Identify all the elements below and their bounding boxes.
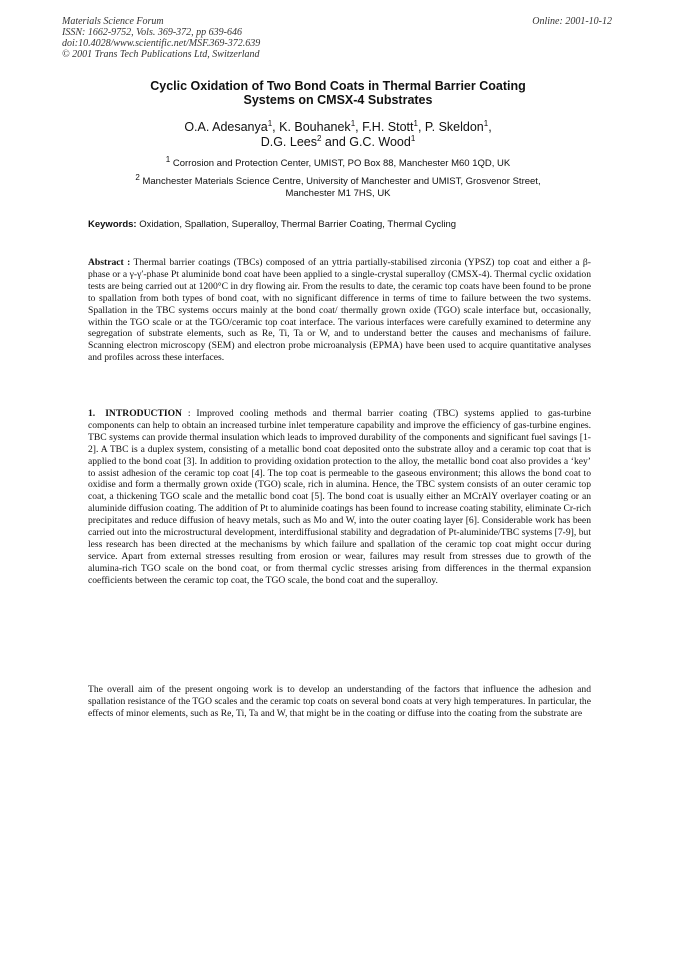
journal-name: Materials Science Forum [62,16,164,27]
copyright-line: © 2001 Trans Tech Publications Ltd, Switzerland [62,49,260,60]
author-line-1 [88,120,588,135]
abstract-text: Thermal barrier coatings (TBCs) composed of an yttria partially-stabilised zirconia (YPSZ) top coat and either a β-phase or a γ-γ′-phase Pt aluminide bond coat have been applied to a single-crystal superalloy (CMSX-4). Thermal cyclic oxidation tests are being carried out at 1200°C in dry flowing air. From the results to date, the ceramic top coats have been found to be prone to spallation from both types of bond coat, with no significant difference in terms of time to failure between the two systems. Spallation in the TBC systems occurs mainly at the bond coat/ thermally grown oxide (TGO) scale interface but, occasionally, within the TGO scale or at the TGO/ceramic top coat interface. The various interfaces were carefully examined to determine any segregation of substrate elements, such as Re, Ti, Ta or W, and to understand better the causes and mechanisms of failure. Scanning electron microscopy (SEM) and electron probe microanalysis (EPMA) have been used to acquire quantitative analyses and profiles across these interfaces. [88,257,591,364]
author-sup: 1 [350,118,356,128]
affiliation-1 [88,154,588,170]
author-line-2 [88,135,588,150]
author-skeldon: , P. Skeldon [417,120,484,134]
abstract [88,257,591,364]
affiliation-sup: 1 [165,154,171,164]
section-number: 1. [88,408,96,419]
issn-line: ISSN: 1662-9752, Vols. 369-372, pp 639-646 [62,27,242,38]
affiliation-2 [88,172,588,200]
author-bouhanek: , K. Bouhanek [272,120,351,134]
author-list [88,120,588,150]
doi-line: doi:10.4028/www.scientific.net/MSF.369-372.639 [62,38,261,49]
paper-title [88,79,588,107]
author-sup: 2 [316,133,322,143]
author-lees: D.G. Lees [260,135,317,149]
author-sup: 1 [410,133,416,143]
author-stott: , F.H. Stott [355,120,414,134]
author-comma: , [488,120,492,134]
author-wood: and G.C. Wood [321,135,411,149]
author-adesanya: O.A. Adesanya [184,120,268,134]
abstract-label: Abstract : [88,257,131,268]
title-line-1: Cyclic Oxidation of Two Bond Coats in Thermal Barrier Coating [150,79,526,93]
journal-header [62,16,618,60]
affiliation-2-line-2: Manchester M1 7HS, UK [285,188,391,199]
affiliation-1-text: Corrosion and Protection Center, UMIST, PO Box 88, Manchester M60 1QD, UK [172,158,511,169]
introduction-section [88,408,591,587]
online-date: Online: 2001-10-12 [532,16,612,27]
affiliation-2-line-1: Manchester Materials Science Centre, University of Manchester and UMIST, Grosvenor Street, [142,176,541,187]
keywords-label: Keywords: [88,219,137,230]
keywords [88,219,608,231]
affiliation-sup: 2 [135,172,140,182]
introduction-paragraph-2: The overall aim of the present ongoing work is to develop an understanding of the factors that influence the adhesion and spallation resistance of the TGO scales and the ceramic top coats on several bond coats at very high temperatures. In particular, the effects of minor elements, such as Re, Ti, Ta and W, that might be in the coating or diffuse into the coating from the substrate are [88,684,591,719]
keywords-text: Oxidation, Spallation, Superalloy, Thermal Barrier Coating, Thermal Cycling [136,219,457,230]
author-sup: 1 [483,118,489,128]
section-heading: INTRODUCTION [105,408,182,419]
author-sup: 1 [413,118,418,128]
author-sup: 1 [267,118,273,128]
introduction-text: : Improved cooling methods and thermal barrier coating (TBC) systems applied to gas-turbine components can help to obtain an increased turbine inlet temperature capability and improve the efficiency of gas-turbine engines. TBC systems can provide thermal insulation which leads to improved durability of the components and significant fuel savings [1-2]. A TBC is a duplex system, consisting of a metallic bond coat deposited onto the substrate alloy and a ceramic top coat that is applied to the bond coat [3]. In addition to providing oxidation protection to the alloy, the metallic bond coat also provides a ‘key’ to assist adhesion of the ceramic top coat [4]. The top coat is permeable to the gaseous environment; this allows the bond coat to oxidise and form a thermally grown oxide (TGO) scale, rich in alumina. Hence, the TBC system consists of an outer ceramic top coat, a thickening TGO scale and the metallic bond coat [5]. The bond coat is usually either an MCrAlY overlayer coating or an aluminide diffusion coating. The addition of Pt to aluminide coatings has been found to increase coating stability, eliminate Cr-rich precipitates and reduce diffusion of heavy metals, such as Mo and W, into the outer coating layer [6]. Considerable work has been carried out into the microstructural development, interdiffusional stability and degradation of Pt-aluminide/TBC systems [7-9], but less research has been directed at the mechanisms by which failure and spallation of the ceramic top coat might occur during service. Apart from external stresses resulting from erosion or wear, failures may result from stresses due to growth of the alumina-rich TGO scale on the bond coat, or from thermal cyclic stresses arising from differences in the thermal expansion coefficients between the ceramic top coat, the TGO scale, the bond coat and the superalloy. [88,408,591,586]
title-line-2: Systems on CMSX-4 Substrates [243,93,433,107]
